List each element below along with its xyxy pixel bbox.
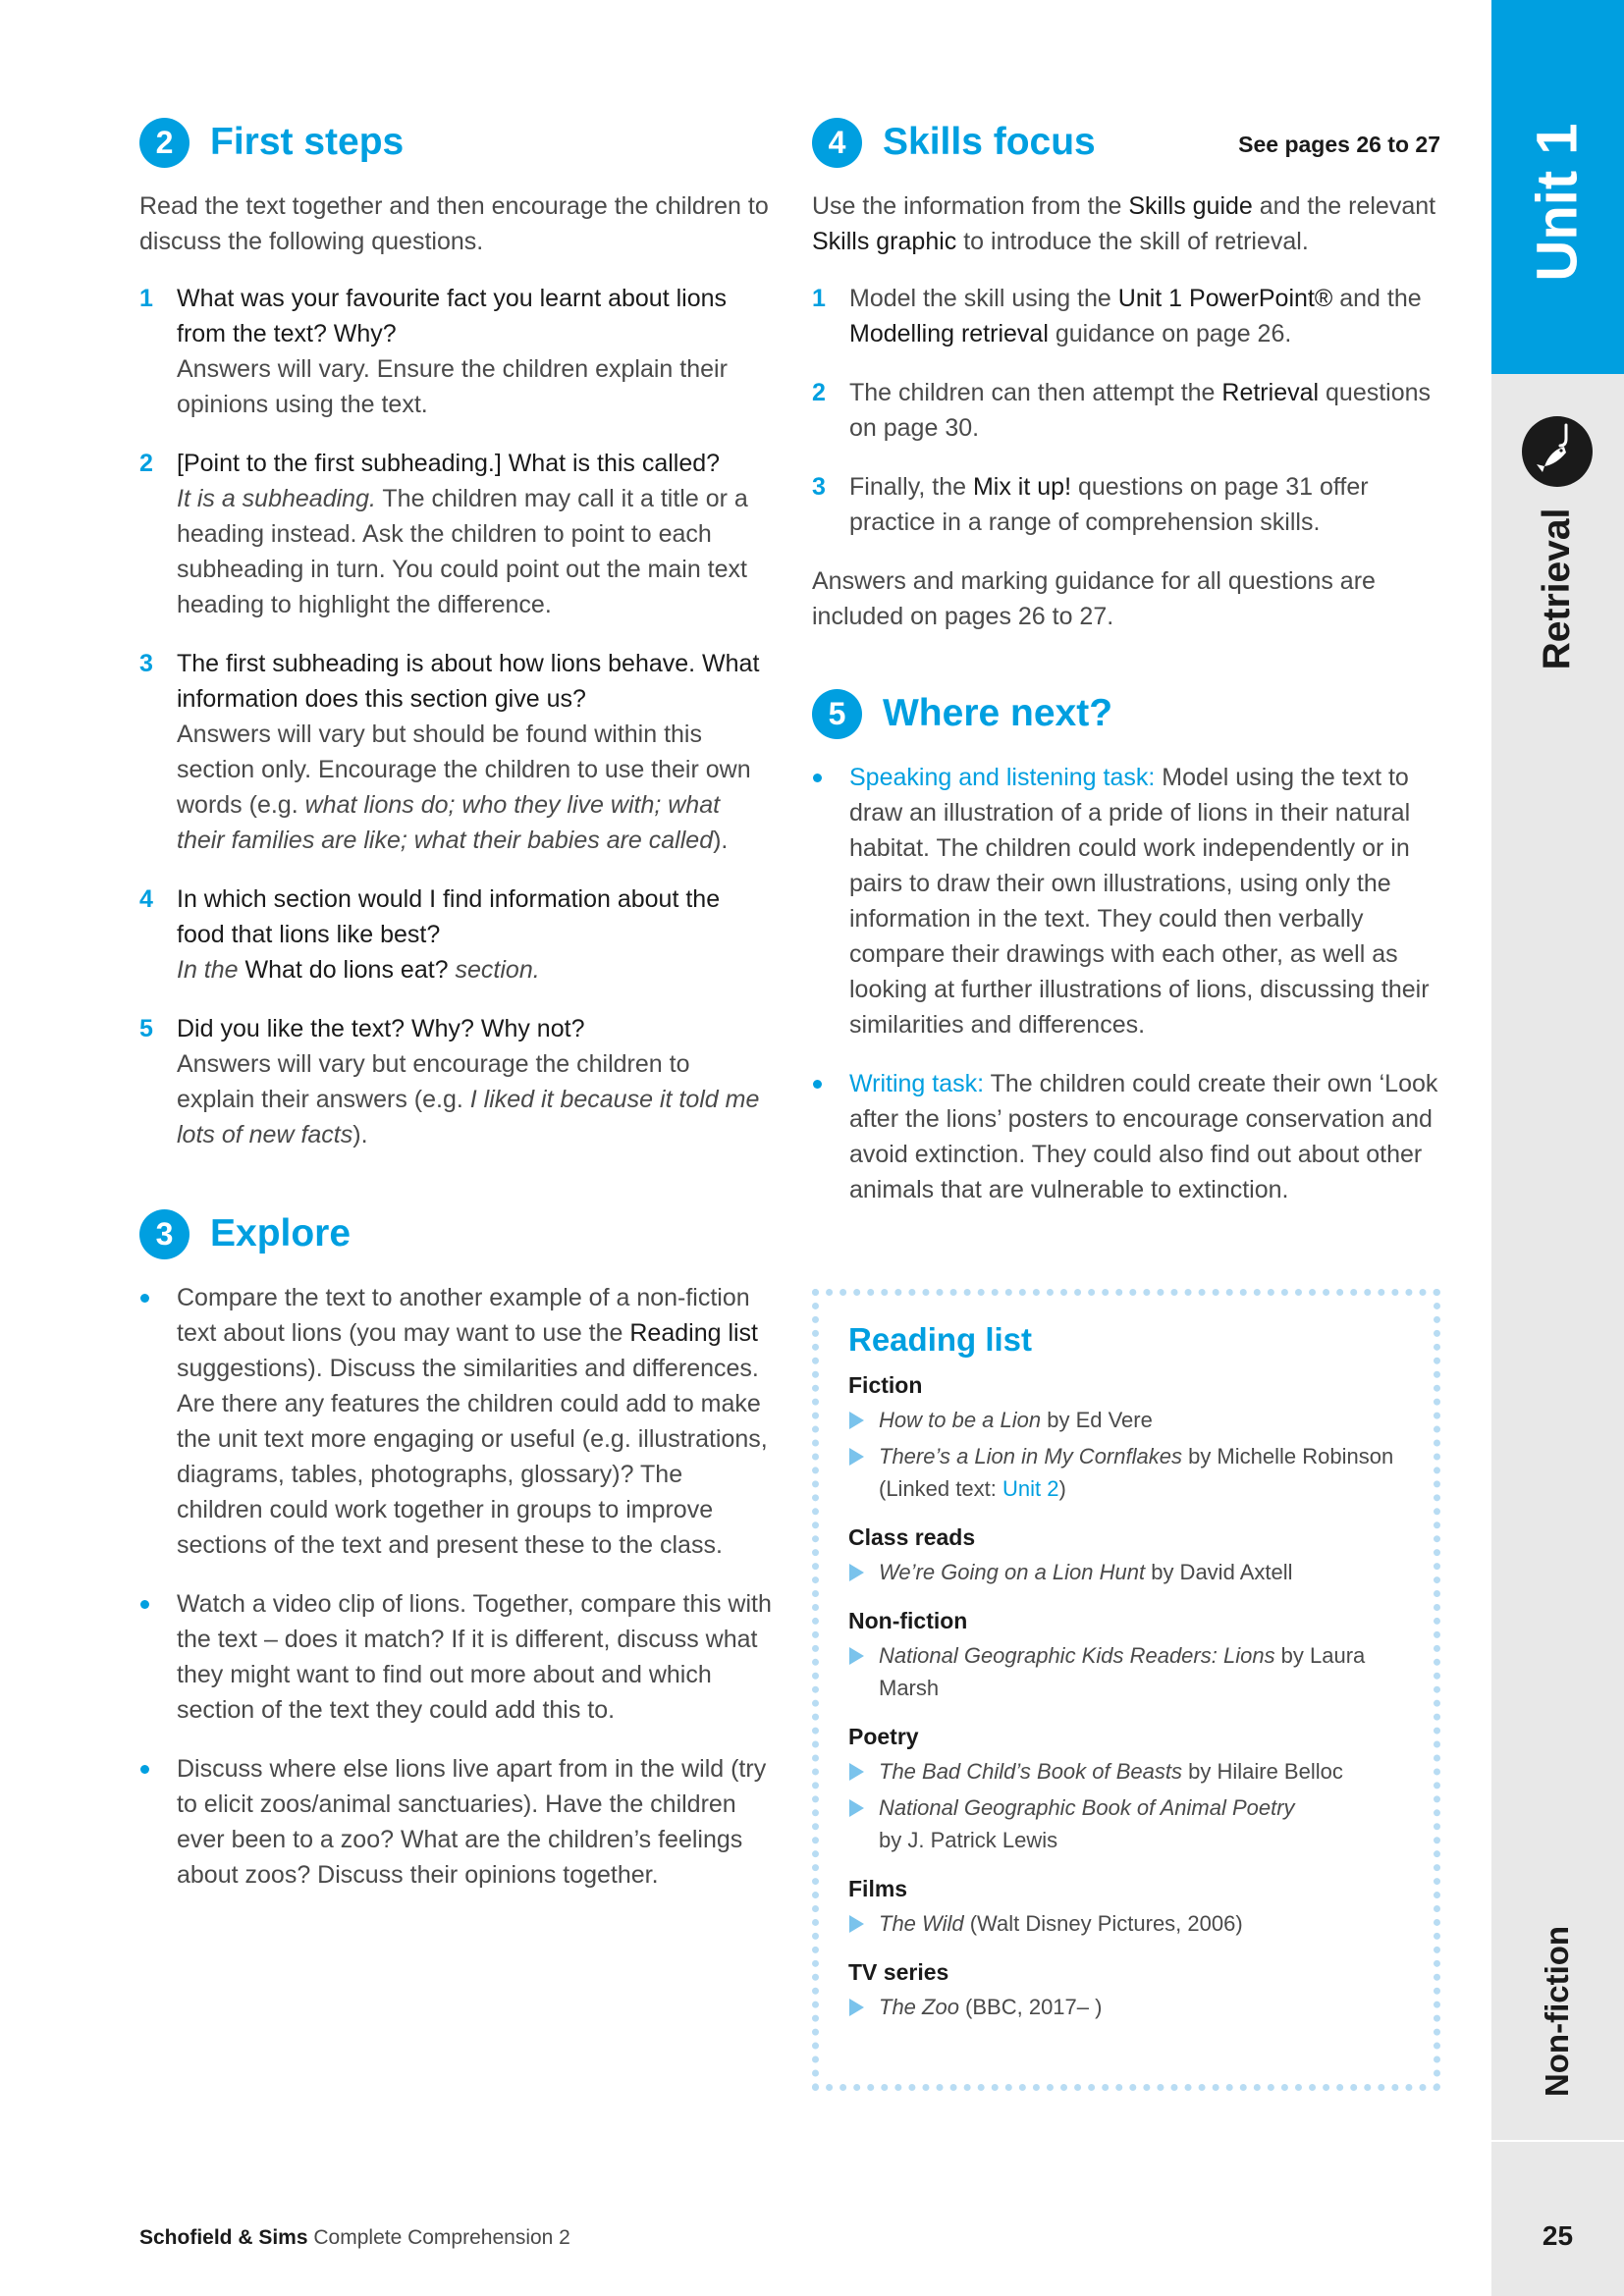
- book-title: Complete Comprehension 2: [307, 2226, 570, 2249]
- step-number: 3: [812, 473, 826, 501]
- reading-list-entry: National Geographic Kids Readers: Lions by Laura Marsh: [848, 1639, 1404, 1704]
- reading-list-category: Poetry: [848, 1724, 919, 1749]
- section-first-steps: [139, 110, 774, 1152]
- triangle-bullet-icon: [848, 1404, 879, 1436]
- section-heading: [139, 110, 774, 175]
- left-column: [139, 110, 774, 1916]
- question-item: [139, 281, 774, 422]
- bullet-item: [139, 1751, 774, 1893]
- question-number: 5: [139, 1015, 153, 1042]
- footer: [139, 2226, 570, 2250]
- section-intro: Use the information from the Skills guide and the relevant Skills graphic to introduce the skill of retrieval.: [812, 192, 1436, 255]
- bullet-icon: [139, 1586, 177, 1728]
- reading-list-category: Films: [848, 1876, 908, 1901]
- step-item: [812, 469, 1440, 540]
- question-text: Did you like the text? Why? Why not?: [177, 1015, 585, 1042]
- question-item: [139, 881, 774, 988]
- reading-list-entry: National Geographic Book of Animal Poetry by J. Patrick Lewis: [848, 1791, 1404, 1856]
- section-number-badge: 4: [812, 118, 862, 168]
- question-item: [139, 1011, 774, 1152]
- triangle-bullet-icon: [848, 1556, 879, 1588]
- reading-list-entry: There’s a Lion in My Cornflakes by Michelle Robinson (Linked text: Unit 2): [848, 1440, 1404, 1505]
- section-title: Explore: [210, 1212, 352, 1255]
- skill-label: Retrieval: [1536, 507, 1578, 670]
- bullet-text: Discuss where else lions live apart from in the wild (try to elicit zoos/animal sanctuaries). Have the children ever been to a zoo? What are the children’s feelings about zoos? Discuss their opinions together.: [177, 1755, 767, 1889]
- reading-list-entry: The Bad Child’s Book of Beasts by Hilaire Belloc: [848, 1755, 1404, 1788]
- answer-text: Answers will vary. Ensure the children explain their opinions using the text.: [177, 355, 728, 418]
- bullet-text: Speaking and listening task: Model using the text to draw an illustration of a pride of lions in their natural habitat. The children could work independently or in pairs to draw their own illustrations, using only the information in the text. They could then verbally compare their drawings with each other, as well as looking at further illustrations of lions, discussing their similarities and differences.: [849, 764, 1430, 1039]
- category-label: Non-fiction: [1539, 1925, 1575, 2098]
- triangle-bullet-icon: [848, 1907, 879, 1940]
- bullet-text: Writing task: The children could create their own ‘Look after the lions’ posters to encourage conservation and avoid extinction. They could also find out about other animals that are vulnerable to extinction.: [849, 1070, 1438, 1203]
- question-item: [139, 446, 774, 622]
- question-text: In which section would I find information about the food that lions like best?: [177, 885, 721, 948]
- linked-text-link[interactable]: Unit 2: [1001, 1476, 1059, 1501]
- reading-list-category: Class reads: [848, 1524, 976, 1550]
- bullet-icon: [812, 1066, 849, 1207]
- bullet-item: [139, 1586, 774, 1728]
- answer-text: Answers will vary but encourage the children to explain their answers (e.g. I liked it because it told me lots of new facts).: [177, 1050, 760, 1148]
- reading-list-entry: The Zoo (BBC, 2017– ): [848, 1991, 1404, 2023]
- section-title: Where next?: [883, 692, 1113, 734]
- question-number: 3: [139, 650, 153, 677]
- bullet-item: [812, 760, 1440, 1042]
- sidebar-tab: [1491, 0, 1624, 2296]
- bullet-item: [139, 1280, 774, 1563]
- step-text: The children can then attempt the Retrieval questions on page 30.: [849, 379, 1432, 442]
- unit-label: Unit 1: [1525, 123, 1590, 282]
- section-outro: Answers and marking guidance for all questions are included on pages 26 to 27.: [812, 567, 1376, 630]
- section-heading: [812, 110, 1440, 175]
- publisher-name: Schofield & Sims: [139, 2226, 308, 2249]
- bullet-icon: [812, 760, 849, 1042]
- answer-text: In the What do lions eat? section.: [177, 956, 540, 984]
- reading-list-category: TV series: [848, 1959, 949, 1985]
- bullet-item: [812, 1066, 1440, 1207]
- bullet-text: Compare the text to another example of a non-fiction text about lions (you may want to use the Reading list suggestions). Discuss the similarities and differences. Are there any features the children could add to make the unit text more engaging or useful (e.g. illustrations, diagrams, tables, photographs, glossary)? The children could work together in groups to improve sections of the text and present these to the class.: [177, 1284, 768, 1559]
- section-number-badge: 3: [139, 1209, 189, 1259]
- reading-list-title: Reading list: [848, 1321, 1033, 1358]
- triangle-bullet-icon: [848, 1440, 879, 1505]
- triangle-bullet-icon: [848, 1791, 879, 1856]
- section-where-next: [812, 681, 1440, 1207]
- section-heading: [139, 1201, 774, 1266]
- question-number: 1: [139, 285, 153, 312]
- question-item: [139, 646, 774, 858]
- section-title: First steps: [210, 121, 405, 163]
- section-intro: Read the text together and then encourage the children to discuss the following questions.: [139, 192, 769, 255]
- question-text: What was your favourite fact you learnt about lions from the text? Why?: [177, 285, 728, 347]
- section-title: Skills focus: [883, 121, 1096, 163]
- question-text: The first subheading is about how lions behave. What information does this section give us?: [177, 650, 760, 713]
- divider: [1491, 2140, 1624, 2142]
- section-explore: [139, 1201, 774, 1893]
- reading-list-entry: How to be a Lion by Ed Vere: [848, 1404, 1404, 1436]
- question-number: 4: [139, 885, 153, 913]
- step-number: 2: [812, 379, 826, 406]
- right-column: [812, 110, 1440, 1231]
- reading-list-entry: We’re Going on a Lion Hunt by David Axtell: [848, 1556, 1404, 1588]
- answer-text: It is a subheading. The children may call it a title or a heading instead. Ask the children to point to each subheading in turn. You could point out the main text heading to highlight the difference.: [177, 485, 748, 618]
- section-number-badge: 5: [812, 689, 862, 739]
- reading-list-category: Non-fiction: [848, 1608, 968, 1633]
- fish-on-hook-icon: [1521, 415, 1594, 488]
- page-number: 25: [1542, 2220, 1574, 2251]
- answer-text: Answers will vary but should be found within this section only. Encourage the children to use their own words (e.g. what lions do; who they live with; what their families are like; what their babies are called).: [177, 721, 751, 854]
- reading-list-box: [812, 1289, 1440, 2091]
- section-heading: [812, 681, 1440, 746]
- step-number: 1: [812, 285, 826, 312]
- step-text: Model the skill using the Unit 1 PowerPoint® and the Modelling retrieval guidance on page 26.: [849, 285, 1422, 347]
- triangle-bullet-icon: [848, 1639, 879, 1704]
- page-reference-note: See pages 26 to 27: [1238, 132, 1440, 157]
- bullet-icon: [139, 1751, 177, 1893]
- bullet-text: Watch a video clip of lions. Together, compare this with the text – does it match? If it is different, discuss what they might want to find out more about and which section of the text they could add this to.: [177, 1590, 772, 1724]
- reading-list-category: Fiction: [848, 1372, 923, 1398]
- bullet-icon: [139, 1280, 177, 1563]
- step-item: [812, 281, 1440, 351]
- triangle-bullet-icon: [848, 1991, 879, 2023]
- triangle-bullet-icon: [848, 1755, 879, 1788]
- section-skills-focus: [812, 110, 1440, 634]
- unit-tab: [1491, 0, 1624, 374]
- section-number-badge: 2: [139, 118, 189, 168]
- step-item: [812, 375, 1440, 446]
- question-number: 2: [139, 450, 153, 477]
- step-text: Finally, the Mix it up! questions on page 31 offer practice in a range of comprehension skills.: [849, 473, 1369, 536]
- question-text: [Point to the first subheading.] What is this called?: [177, 450, 721, 477]
- reading-list-entry: The Wild (Walt Disney Pictures, 2006): [848, 1907, 1404, 1940]
